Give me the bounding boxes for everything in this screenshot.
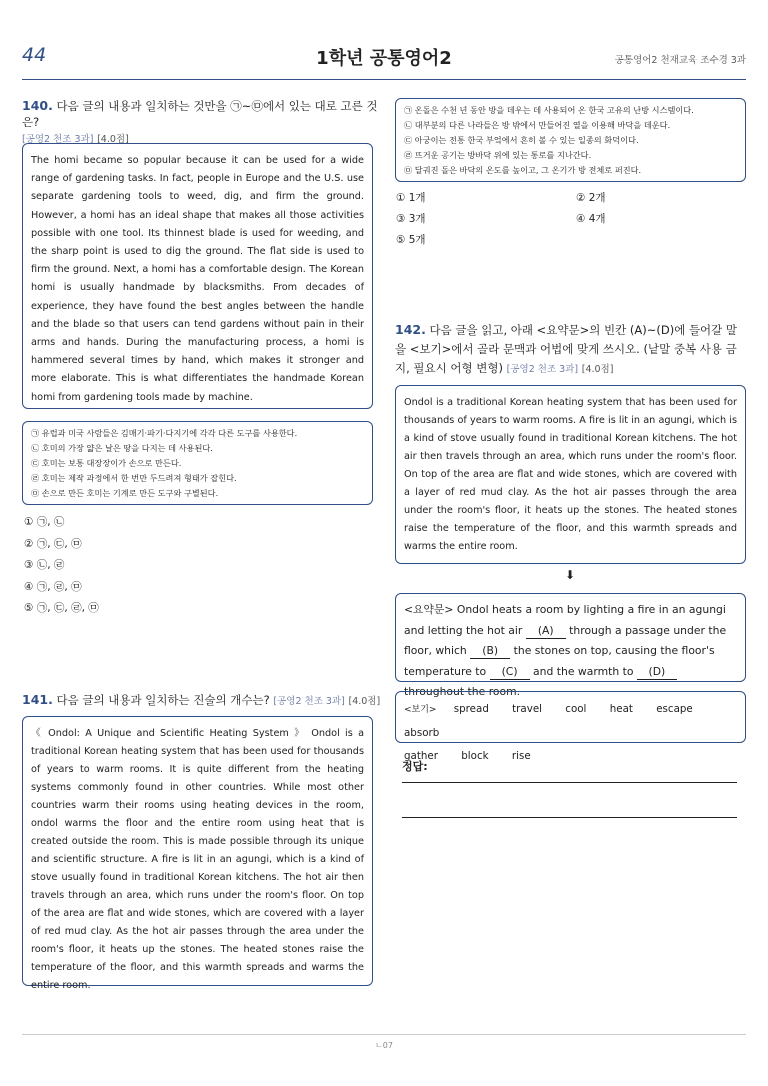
question-number: 142. <box>395 322 426 337</box>
blank-d[interactable]: (D) <box>637 664 677 680</box>
choice-option[interactable]: ⑤ ㉠, ㉢, ㉣, ㉤ <box>24 602 99 615</box>
choice-option[interactable]: ① ㉠, ㉡ <box>24 516 65 528</box>
question-source: [공영2 천조 3과] <box>22 134 94 145</box>
choice-option[interactable]: ② 2개 <box>576 192 606 204</box>
blank-b[interactable]: (B) <box>470 643 510 659</box>
bogi-label: <보기> <box>404 705 437 715</box>
document-title: 1학년 공통영어2 <box>316 48 452 69</box>
choice-option[interactable]: ③ ㉡, ㉣ <box>24 559 65 572</box>
question-points: [4.0점] <box>581 364 614 375</box>
answer-line[interactable] <box>402 782 737 783</box>
question-text: 다음 글의 내용과 일치하는 것만을 ㉠~㉤에서 있는 대로 고른 것은? <box>22 99 378 129</box>
bogi-word: rise <box>511 750 531 762</box>
summary-text: the stones on top, causing the floor's temperature to <box>404 644 715 678</box>
summary-text: and the warmth to <box>529 664 637 678</box>
question-140-heading <box>22 98 382 148</box>
question-141-heading <box>22 692 382 710</box>
down-arrow-icon: ⬇ <box>565 568 576 582</box>
page-number: 44 <box>22 44 47 66</box>
choice-option[interactable]: ③ 3개 <box>396 213 426 225</box>
choices-141 <box>396 190 746 250</box>
bogi-word: gather <box>404 750 438 762</box>
answer-label: 정답: <box>402 760 428 773</box>
answer-line[interactable] <box>402 817 737 818</box>
statement-item: ㉠ 온돌은 수천 년 동안 방을 데우는 데 사용되어 온 한국 고유의 난방 시스템이다. <box>404 105 694 115</box>
bogi-box <box>395 691 746 762</box>
statements-141 <box>395 98 746 182</box>
statements-140 <box>22 421 373 505</box>
bogi-word: escape <box>656 703 693 715</box>
choice-option[interactable]: ④ 4개 <box>576 213 606 225</box>
statement-item: ㉡ 대부분의 다른 나라들은 방 밖에서 만들어진 열을 이용해 바닥을 데운다. <box>404 120 671 130</box>
document-subtitle: 공통영어2 천재교육 조수경 3과 <box>614 55 746 66</box>
summary-box <box>395 593 746 698</box>
choice-option[interactable]: ② ㉠, ㉢, ㉤ <box>24 537 82 550</box>
bogi-word: block <box>461 750 489 762</box>
choice-option[interactable]: ④ ㉠, ㉣, ㉤ <box>24 580 82 593</box>
blank-a[interactable]: (A) <box>526 623 566 639</box>
statement-item: ㉤ 손으로 만든 호미는 기계로 만든 도구와 구별된다. <box>31 488 219 498</box>
passage-142: Ondol is a traditional Korean heating system that has been used for thousands of years to warm rooms. A fire is lit in an agungi, which is a kind of stove usually found in traditional Korean kitchens. The hot air then travels through an area, which runs under the room's floor. On top of the area are flat and wide stones, which are covered with a layer of red mud clay. As the hot air passes through the area under the room's floor, it heats up the stones. The heated stones raise the temperature of the floor, and this warmth spreads and warms the entire room. <box>395 385 746 564</box>
footer-text: ㄴ07 <box>375 1041 393 1050</box>
summary-label: <요약문> <box>404 603 454 616</box>
question-text: 다음 글을 읽고, 아래 <요약문>의 빈칸 (A)~(D)에 들어갈 말을 <보기>에서 골라 문맥과 어법에 맞게 쓰시오. (낱말 중복 사용 금지, 필요시 어형 변형) <box>395 323 738 375</box>
summary-text: through a passage under the floor, which <box>404 623 727 657</box>
bogi-word: heat <box>609 703 633 715</box>
statement-item: ㉢ 아궁이는 전통 한국 부엌에서 흔히 볼 수 있는 일종의 화덕이다. <box>404 135 639 145</box>
statement-item: ㉤ 달궈진 돌은 바닥의 온도를 높이고, 그 온기가 방 전체로 퍼진다. <box>404 165 642 175</box>
question-142-heading <box>395 320 745 379</box>
passage-140: The homi became so popular because it can be used for a wide range of gardening tasks. In fact, people in Europe and the U.S. use separate gardening tools to weed, dig, and firm the ground. However, a homi has an ideal shape that makes all those activities possible with one tool. Its thinnest blade is used for weeding, and the sharp point is used to dig the ground. The flat side is used to firm the ground. Next, a homi has a comfortable design. The Korean homi is usually handmade by blacksmiths. From decades of experience, they have found the best angles between the handle and the blade so that users can tend gardens without pain in their arms and hands. During the manufacturing process, a homi is hammered several times by hand, which makes it stronger and more elaborate. This is what differentiates the handmade Korean homi from gardening tools made by machine. <box>22 143 373 409</box>
summary-text: throughout the room. <box>404 685 521 698</box>
statement-item: ㉡ 호미의 가장 얇은 날은 땅을 다지는 데 사용된다. <box>31 443 213 453</box>
footer-divider <box>22 1034 746 1035</box>
bogi-word: travel <box>512 703 543 715</box>
question-number: 141. <box>22 692 53 707</box>
choice-option[interactable]: ① 1개 <box>396 192 426 204</box>
question-number: 140. <box>22 98 53 113</box>
bogi-word: spread <box>453 703 489 715</box>
bogi-word: cool <box>565 703 587 715</box>
question-source: [공영2 천조 3과] <box>273 696 345 707</box>
statement-item: ㉣ 호미는 제작 과정에서 한 번만 두드려져 형태가 잡힌다. <box>31 473 237 483</box>
statement-item: ㉠ 유럽과 미국 사람들은 김매기·파기·다지기에 각각 다른 도구를 사용한다. <box>31 428 298 438</box>
choice-option[interactable]: ⑤ 5개 <box>396 234 426 246</box>
question-points: [4.0점] <box>348 696 381 707</box>
bogi-word: absorb <box>404 727 440 739</box>
choices-140 <box>24 512 99 620</box>
statement-item: ㉣ 뜨거운 공기는 방바닥 위에 있는 통로를 지나간다. <box>404 150 592 160</box>
page-header <box>22 40 746 80</box>
summary-text: Ondol heats a room by lighting a fire in an agungi and letting the hot air <box>404 603 726 637</box>
statement-item: ㉢ 호미는 보통 대장장이가 손으로 만든다. <box>31 458 182 468</box>
blank-c[interactable]: (C) <box>490 664 530 680</box>
passage-141: 《 Ondol: A Unique and Scientific Heating System 》 Ondol is a traditional Korean heating system that has been used for thousands of years to warm rooms. It is quite different from the heating systems commonly found in other countries. While most other countries warm their rooms using heating devices in the room, ondol warms the floor and the entire room using heat that is created outside the room. This is made possible through its unique and scientific structure. A fire is lit in an agungi, which is a kind of stove usually found in traditional Korean kitchens. The hot air then travels through an area, which runs under the room's floor. On top of the area are flat and wide stones, which are covered with a layer of red mud clay. As the hot air passes through the area under the room's floor, it heats up the stones. The heated stones raise the temperature of the floor, and this warmth spreads and warms the entire room. <box>22 716 373 986</box>
question-points: [4.0점] <box>97 134 129 145</box>
question-source: [공영2 천조 3과] <box>506 364 579 375</box>
question-text: 다음 글의 내용과 일치하는 진술의 개수는? <box>56 693 270 707</box>
